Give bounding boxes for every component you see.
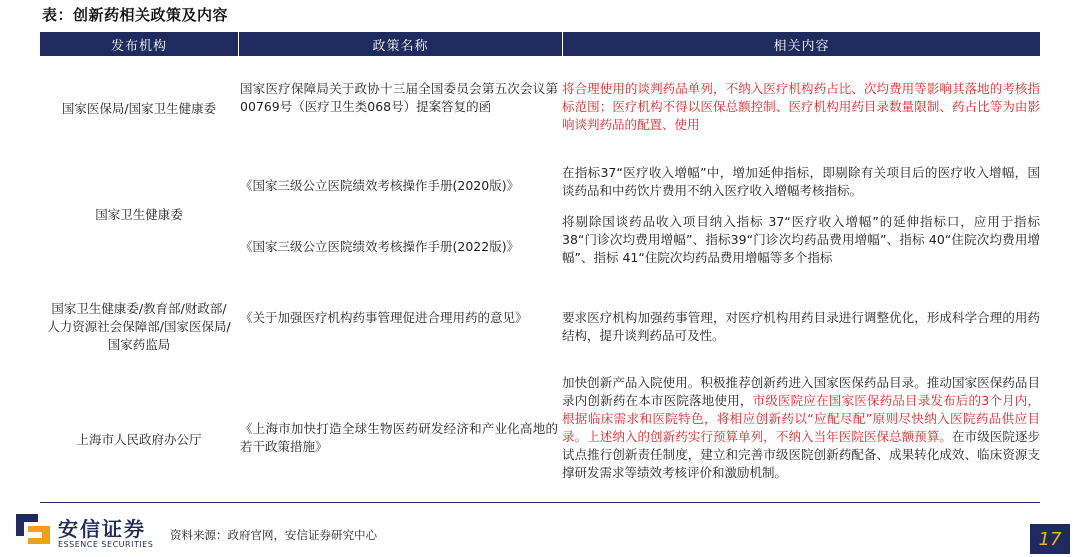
row2-org: 国家卫生健康委: [95, 207, 183, 222]
source-note: 资料来源：政府官网，安信证券研究中心: [170, 528, 377, 542]
header-org: 发布机构: [110, 38, 167, 54]
row2-policy: 《国家三级公立医院绩效考核操作手册(2020版)》: [240, 178, 520, 193]
header-content: 相关内容: [562, 32, 1040, 56]
row4-policy: 《关于加强医疗机构药事管理促进合理用药的意见》: [240, 310, 528, 325]
row4-org: 国家卫生健康委/教育部/财政部/人力资源社会保障部/国家医保局/国家药监局: [47, 301, 231, 352]
page-number: 17: [1030, 524, 1070, 554]
row5-policy: 《上海市加快打造全球生物医药研发经济和产业化高地的若干政策措施》: [240, 421, 558, 454]
row2-content: 在指标37“医疗收入增幅”中，增加延伸指标，即剔除有关项目后的医疗收入增幅，国谈药品和中药饮片费用不纳入医疗收入增幅考核指标。: [562, 165, 1040, 198]
logo-text-cn: 安信证券: [58, 517, 146, 541]
row1-content: 将合理使用的谈判药品单列，不纳入医疗机构药占比、次均费用等影响其落地的考核指标范围；医疗机构不得以医保总额控制、医疗机构用药目录数量限制、药占比等为由影响谈判药品的配置、使用: [562, 81, 1040, 132]
page-title: 表：创新药相关政策及内容: [42, 6, 229, 24]
row5-content-highlight: 市级医院应在国家医保药品目录发布后的3个月内，根据临床需求和医院特色，将相应创新药以“应配尽配”原则尽快纳入医院药品供应目录。上述纳入的创新药实行预算单列，不纳入当年医院医保总额预算。: [562, 393, 1040, 444]
row5-org: 上海市人民政府办公厅: [76, 432, 202, 447]
row3-policy: 《国家三级公立医院绩效考核操作手册(2022版)》: [240, 239, 520, 254]
table-header: [40, 32, 1040, 56]
logo-text-en: ESSENCE SECURITIES: [58, 540, 154, 549]
row5-content: [562, 374, 1040, 482]
row5-content-b: 在市级医院逐步试点推行创新责任制度，建立和完善市级医院创新药配备、成果转化成效、临床资源支撑研发需求等绩效考核评价和激励机制。: [562, 429, 1040, 480]
header-policy: 政策名称: [238, 32, 562, 56]
row1-policy: 国家医疗保障局关于政协十三届全国委员会第五次会议第00769号（医疗卫生类068号）提案答复的函: [240, 81, 558, 114]
row5-content-a: 加快创新产品入院使用。积极推荐创新药进入国家医保药品目录。推动国家医保药品目录内创新药在本市医院落地使用，: [562, 375, 1040, 408]
row3-content: 将剔除国谈药品收入项目纳入指标 37“医疗收入增幅”的延伸指标口，应用于指标 38“门诊次均费用增幅”、指标39“门诊次均药品费用增幅”、指标 40“住院次均费用增幅”、指标 41“住院次均药品费用增幅等多个指标: [562, 214, 1040, 265]
row1-org: 国家医保局/国家卫生健康委: [61, 101, 217, 116]
row4-content: 要求医疗机构加强药事管理，对医疗机构用药目录进行调整优化，形成科学合理的用药结构，提升谈判药品可及性。: [562, 310, 1040, 343]
table-bottom-rule: [40, 502, 1040, 503]
essence-logo-icon: [14, 512, 52, 546]
